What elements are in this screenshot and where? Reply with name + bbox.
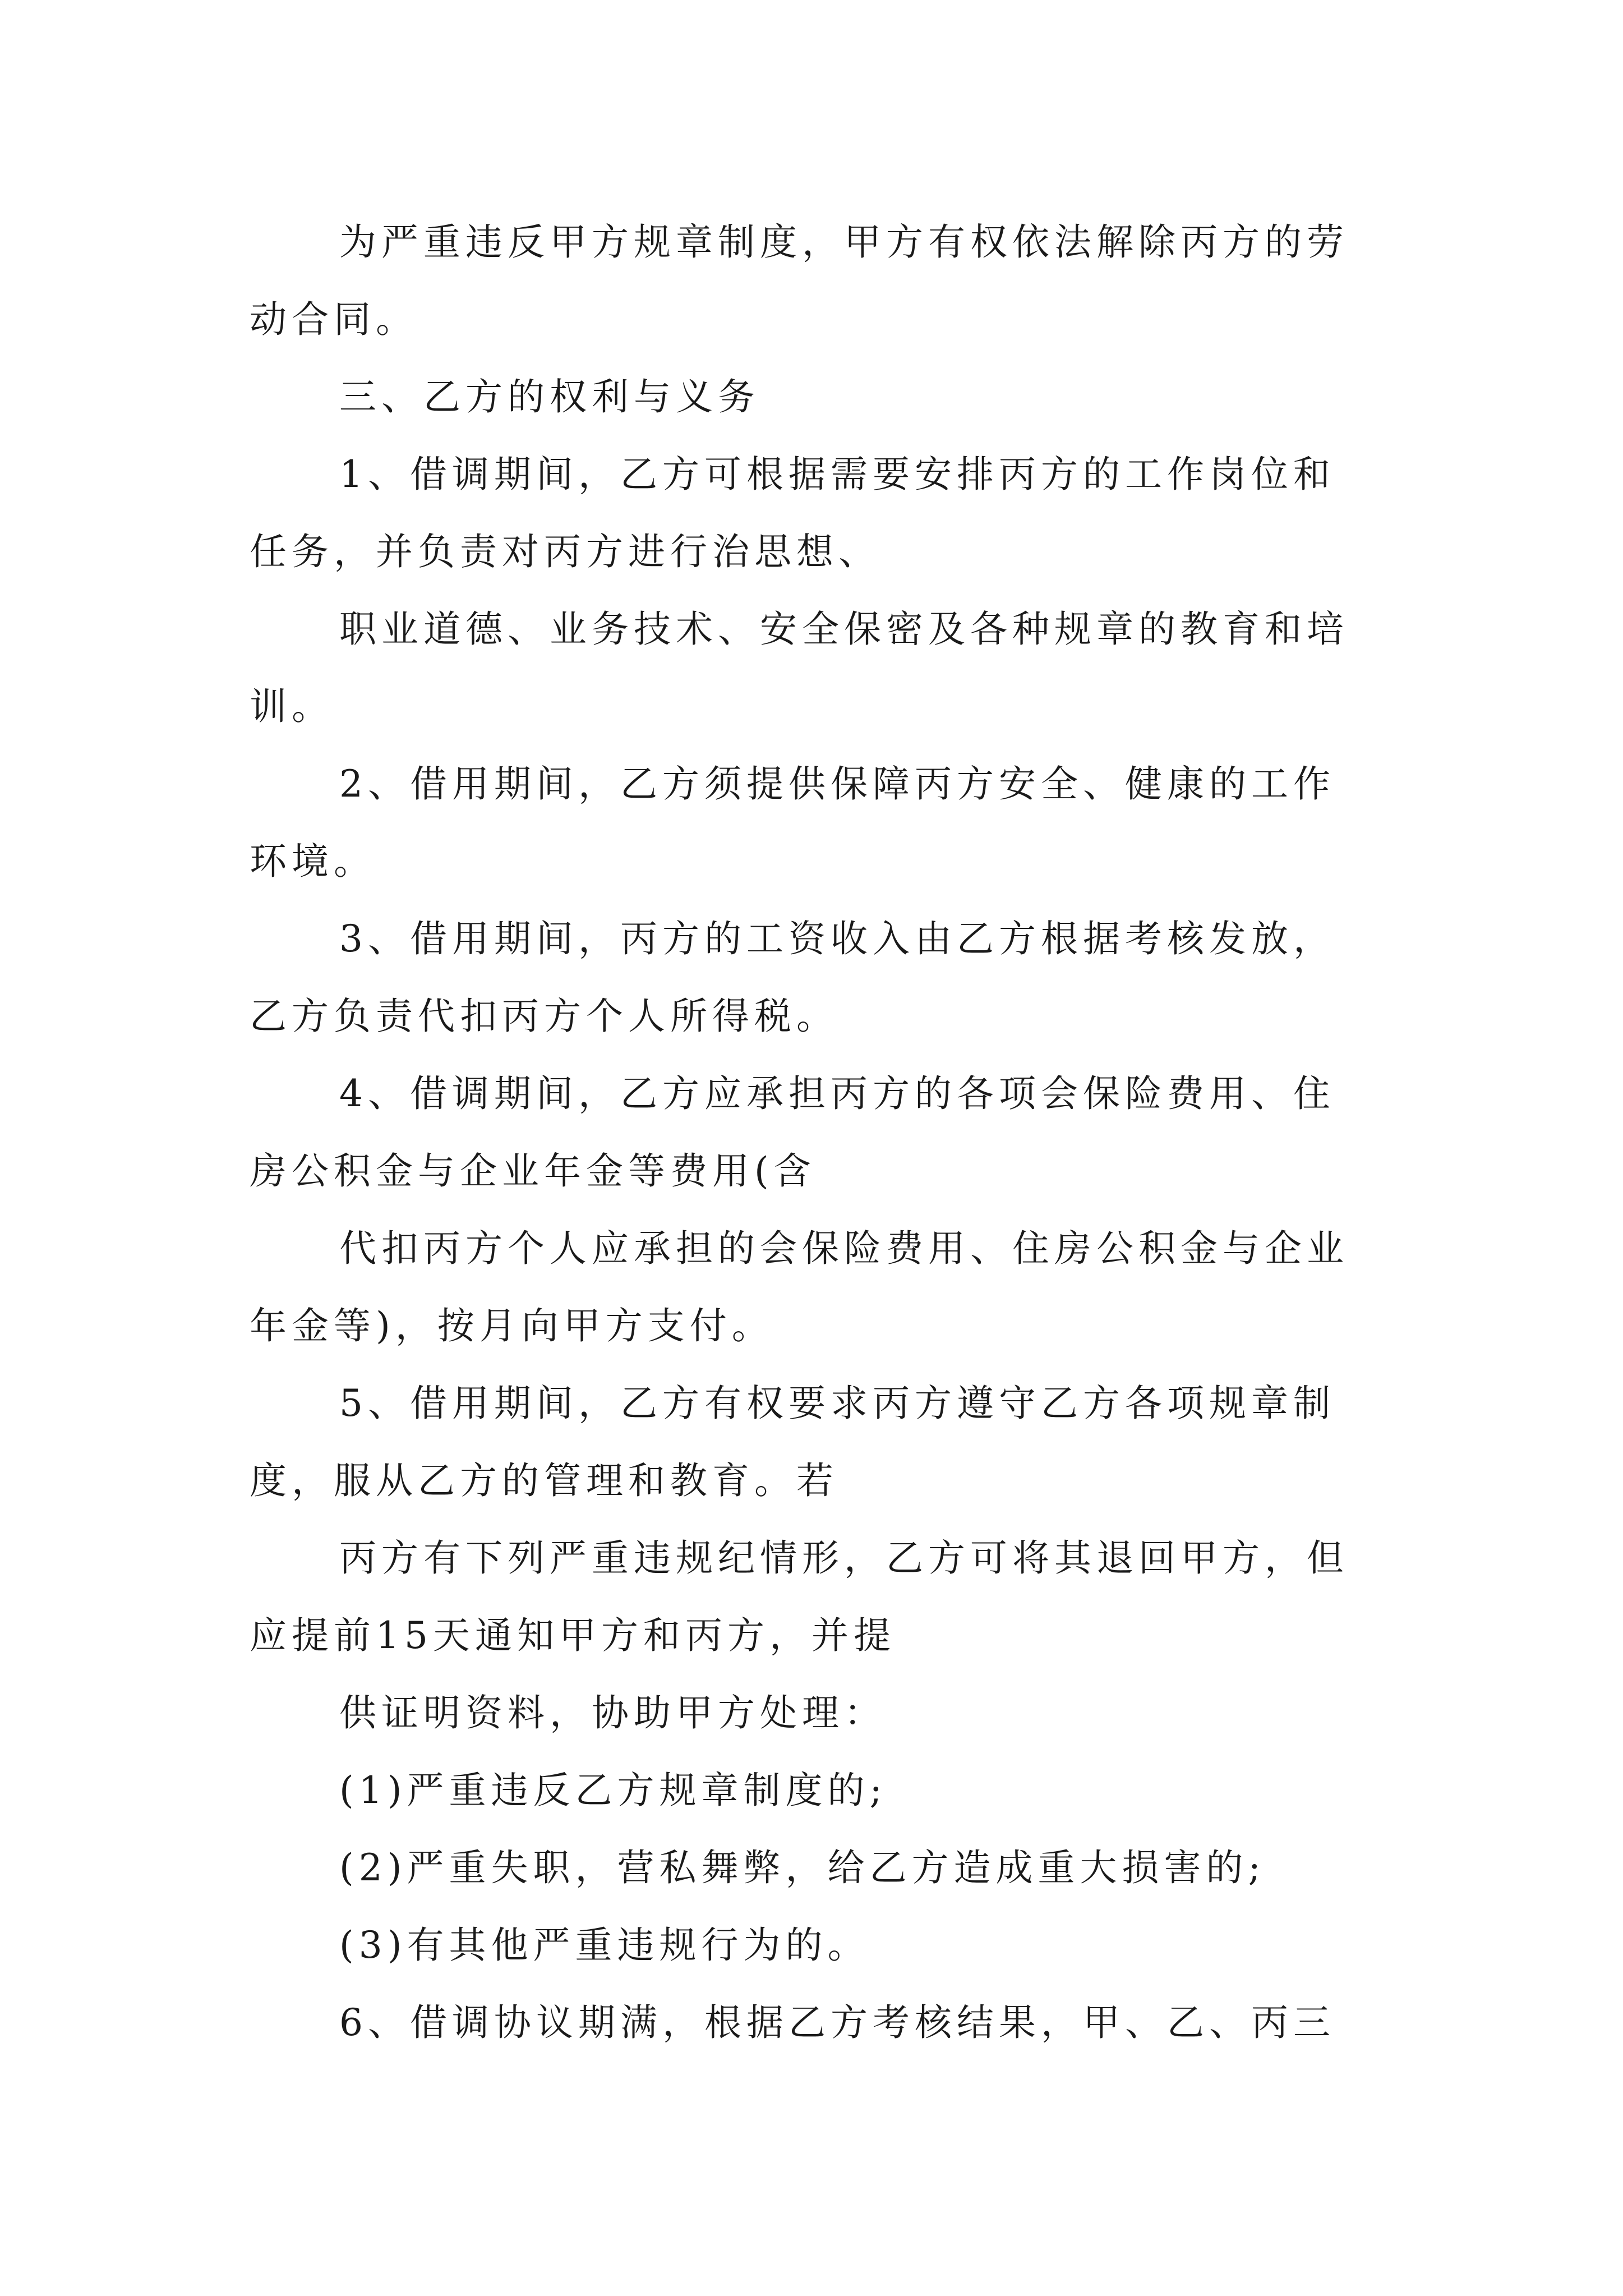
text-line: 年金等)，按月向甲方支付。 [250,1304,774,1347]
text-line: 供证明资料，协助甲方处理： [339,1691,886,1734]
list-item: (3)有其他严重违规行为的。 [339,1924,870,1967]
section-heading: 三、乙方的权利与义务 [339,375,760,418]
text-line: 为严重违反甲方规章制度，甲方有权依法解除丙方的劳 [339,220,1349,264]
text-line: 职业道德、业务技术、安全保密及各种规章的教育和培 [339,608,1349,651]
text-line: 乙方负责代扣丙方个人所得税。 [250,995,838,1038]
text-line: 1、借调期间，乙方可根据需要安排丙方的工作岗位和 [339,453,1335,496]
list-item: (2)严重失职，营私舞弊，给乙方造成重大损害的; [339,1846,1266,1889]
list-item: (1)严重违反乙方规章制度的; [339,1769,887,1812]
text-line: 训。 [250,685,334,728]
text-line: 动合同。 [250,298,418,341]
text-line: 5、借用期间，乙方有权要求丙方遵守乙方各项规章制 [339,1382,1335,1425]
text-line: 2、借用期间，乙方须提供保障丙方安全、健康的工作 [339,762,1335,806]
text-line: 任务，并负责对丙方进行治思想、 [250,530,880,573]
text-line: 3、借用期间，丙方的工资收入由乙方根据考核发放， [339,917,1335,960]
text-line: 4、借调期间，乙方应承担丙方的各项会保险费用、住 [339,1072,1335,1115]
text-line: 代扣丙方个人应承担的会保险费用、住房公积金与企业 [339,1227,1349,1270]
text-line: 度，服从乙方的管理和教育。若 [250,1459,838,1502]
text-line: 房公积金与企业年金等费用(含 [250,1149,816,1193]
text-line: 环境。 [250,840,376,883]
text-line: 丙方有下列严重违规纪情形，乙方可将其退回甲方，但 [339,1536,1349,1580]
text-line: 应提前15天通知甲方和丙方，并提 [250,1614,896,1657]
text-line: 6、借调协议期满，根据乙方考核结果，甲、乙、丙三 [339,2001,1335,2044]
